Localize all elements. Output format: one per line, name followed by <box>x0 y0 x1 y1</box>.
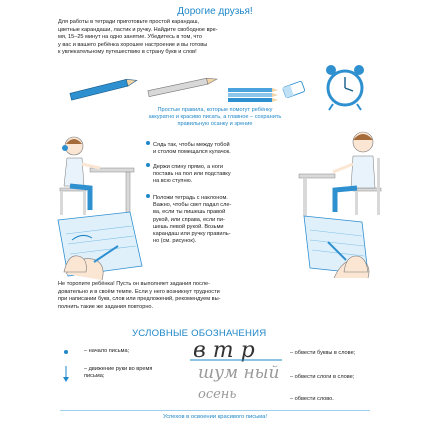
rule-2: Держи спину прямо, а ноги поставь на пол или подставку на всю ступню. <box>146 163 296 186</box>
letters-sample: в т р <box>193 338 255 363</box>
intro-line: цветные карандаши, ластик и ручку. Найдите свободное вре- <box>58 26 218 33</box>
boy-at-desk-illustration <box>295 128 395 220</box>
intro-line: мя, 15–25 минут на одно занятие. Убедитесь в том, что <box>58 34 202 41</box>
pencil-icon <box>228 88 278 102</box>
intro-line: у вас и вашего ребёнка хорошее настроение и вы готовы <box>58 41 208 48</box>
rules-heading-line: Простые правила, которые помогут ребёнку <box>157 107 273 113</box>
advice-line: при написании букв, слов или предложений, рекомендуем вы- <box>58 296 221 303</box>
legend-letters-item: – обвести буквы в слове; <box>290 350 356 356</box>
legend-syllables-item: – обвести слоги в слове; <box>290 374 355 380</box>
hand-icon <box>340 248 370 274</box>
advice-line: полнить такие же задания повторно. <box>58 303 154 310</box>
bullet-icon <box>146 194 150 198</box>
rules-heading-line: аккуратно и красиво писать, а главное – сохранить <box>148 114 282 120</box>
girl-at-desk-illustration <box>40 130 140 220</box>
advice-line: Не торопите ребёнка! Пусть он выполняет задания после- <box>58 281 210 287</box>
hand-icon <box>62 248 92 274</box>
footer-divider <box>60 410 370 411</box>
alarm-clock-icon <box>326 65 364 110</box>
pencil-icon <box>70 77 138 100</box>
rules-heading <box>100 107 330 128</box>
footer-text: Успехов в освоении красивого письма! <box>162 414 268 420</box>
intro-line: к увлекательному путешествию в страну букв и слов! <box>58 49 197 56</box>
bullet-icon <box>146 141 150 145</box>
legend-title: УСЛОВНЫЕ ОБОЗНАЧЕНИЯ <box>132 328 267 339</box>
start-dot-icon <box>64 350 68 354</box>
rule-3: Положи тетрадь с наклоном. Важно, чтобы свет падал сле- ва, если ты пишешь правой рукой, или справа, если пи- шешь левой рукой. Возьми карандаш или ручку правиль- но (см. рисунок). <box>146 194 296 245</box>
rules-heading-line: правильную осанку и зрение <box>177 121 253 127</box>
advice-line: довательно и в своём темпе. Если у него возникнут трудности <box>58 288 220 295</box>
sample-ruling <box>190 358 282 362</box>
page-title: Дорогие друзья! <box>177 6 253 17</box>
intro-paragraph <box>58 19 358 57</box>
workbook-page: Дорогие друзья! Для работы в тетради приготовьте простой карандаш, цветные карандаши, ластик и ручку. Найдите свободное вре- мя, 15–25 минут на одно занятие. Убедитесь в том, что у вас и вашего ребёнка хорошее настроение и вы готовы к увлекательному путешествию в страну букв и слов! Простые правила, которые помогут ребёнку аккуратно и красиво писать, а главное – сохранить правильную осанку и зрение Сядь так, чтобы между тобой и столом помещался кулачок. Держи спину прямо, а ноги поставь на пол или подставку на всю ступню. Положи тетрадь с наклоном. Важно, чтобы свет падал сле- ва, если ты пишешь правой рукой, или справа, если пи- шешь левой рукой. Возьми карандаш или ручку правиль- но (см. рисунок). Не торопите ребёнка! Пусть он выполняет задания после- довательно и в своём темпе. Если у него возникнут трудности при написании букв, слов или предложений, рекомендуем вы- полнить такие же задания повторно. УСЛОВНЫЕ ОБОЗНАЧЕНИЯ – начало письма; – движение руки во время письма; в т р шум ный осень – обвести буквы в слове; – обвести слоги в слове; – обвести слово. Успехов в освоении красивого письма! <box>0 0 430 430</box>
pencil-icon <box>148 76 218 96</box>
down-arrow-icon <box>63 366 69 382</box>
advice-paragraph <box>58 281 368 311</box>
rule-1: Сядь так, чтобы между тобой и столом помещался кулачок. <box>146 141 296 156</box>
legend-word-item: – обвести слово. <box>290 396 334 402</box>
word-sample: осень <box>198 387 237 402</box>
eraser-icon <box>283 81 306 98</box>
syllables-sample: шум ный <box>198 363 280 383</box>
bullet-icon <box>146 163 150 167</box>
supplies-illustration <box>60 60 370 112</box>
intro-line: Для работы в тетради приготовьте простой карандаш, <box>58 19 200 25</box>
